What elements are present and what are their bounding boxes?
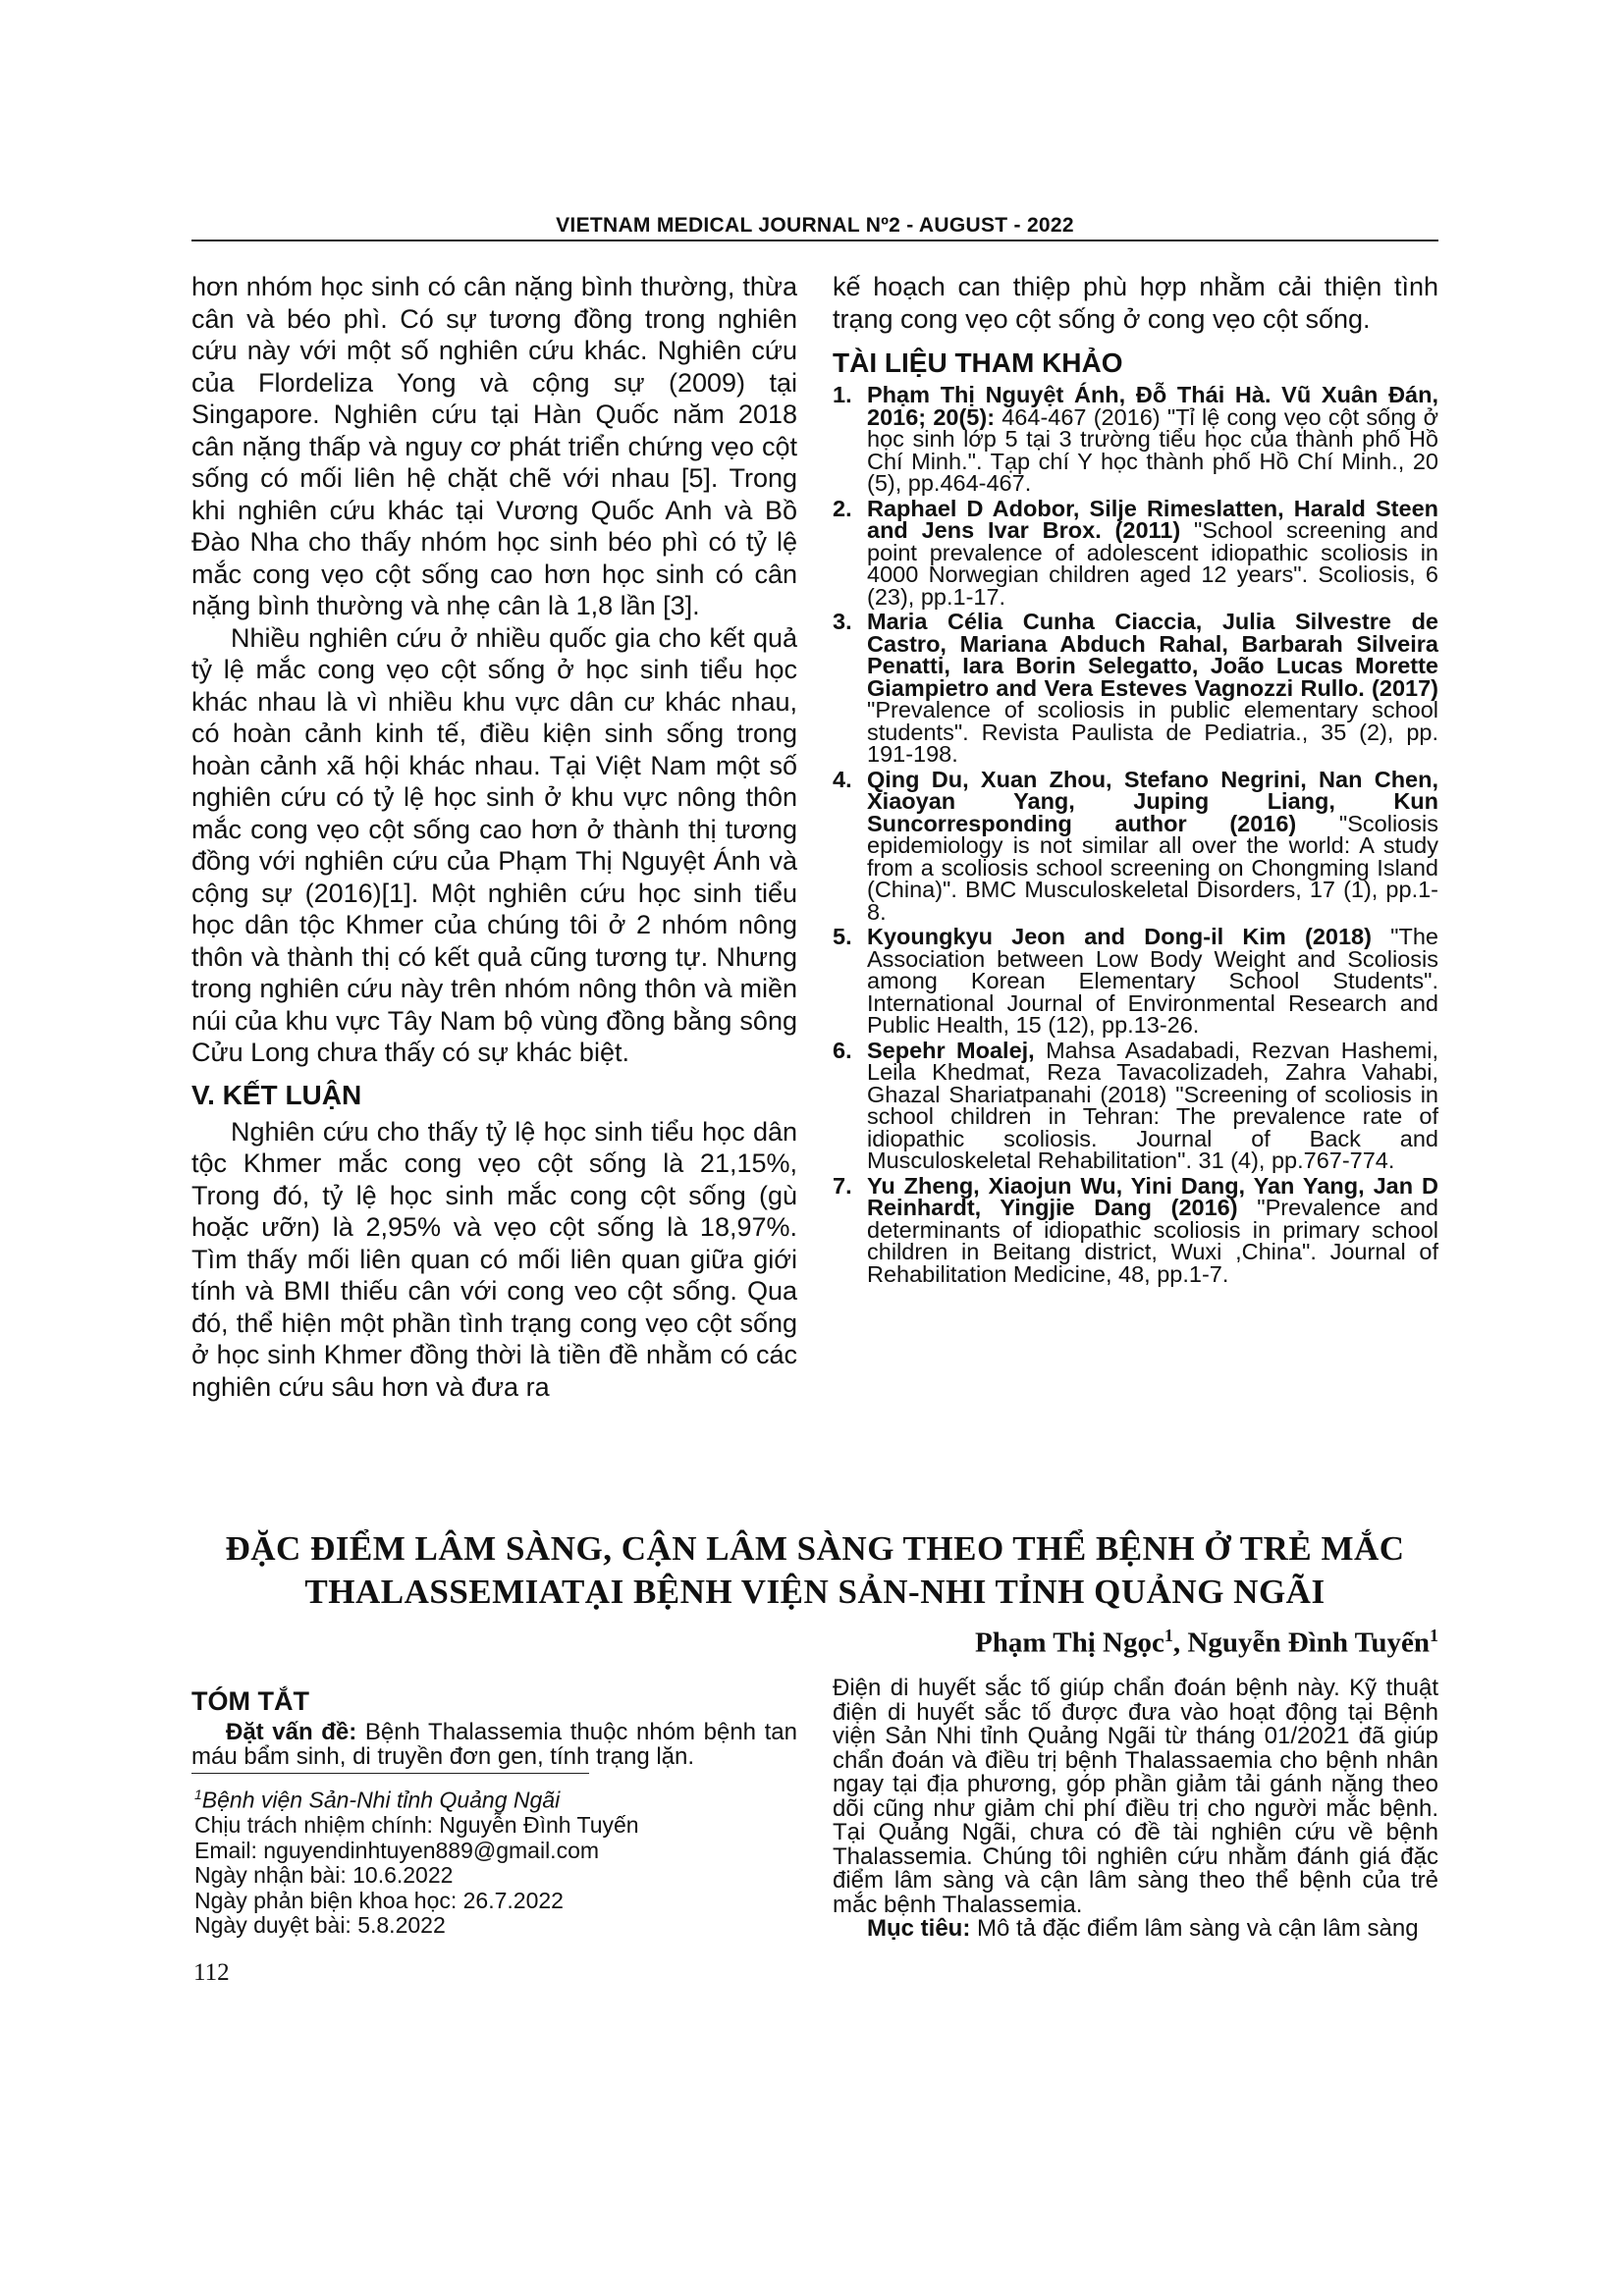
paragraph-discussion-1: hơn nhóm học sinh có cân nặng bình thường, thừa cân và béo phì. Có sự tương đồng trong nghiên cứu này với một số nghiên cứu khác. Nghiên cứu của Flordeliza Yong và cộng sự (2009) tại Singapore. Nghiên cứu tại Hàn Quốc năm 2018 cân nặng thấp và nguy cơ phát triển chứng vẹo cột sống có mối liên hệ chặt chẽ với nhau [5]. Trong khi nghiên cứu khác tại Vương Quốc Anh và Bồ Đào Nha cho thấy nhóm học sinh béo phì có tỷ lệ mắc cong vẹo cột sống cao hơn học sinh có cân nặng bình thường và nhẹ cân là 1,8 lần [3].: [191, 272, 797, 620]
footnote-affiliation-text: Bệnh viện Sản-Nhi tỉnh Quảng Ngãi: [201, 1787, 561, 1813]
footnote-received-date: Ngày nhận bài: 10.6.2022: [194, 1862, 454, 1889]
reference-number: 7.: [833, 1172, 852, 1199]
abstract-left-column: [191, 1681, 797, 1769]
reference-authors: Yu Zheng, Xiaojun Wu, Yini Dang, Yan Yang, Jan D Reinhardt, Yingjie Dang (2016): [867, 1172, 1438, 1220]
header-rule: [191, 240, 1438, 241]
paragraph-conclusion: Nghiên cứu cho thấy tỷ lệ học sinh tiểu học dân tộc Khmer mắc cong vẹo cột sống là 21,15%, Trong đó, tỷ lệ học sinh mắc cong cột sống (gù hoặc ưỡn) là 2,95% và vẹo cột sống là 18,97%. Tìm thấy mối liên quan có mối liên quan giữa giới tính và BMI thiếu cân với cong veo cột sống. Qua đó, thể hiện một phần tình trạng cong vẹo cột sống ở học sinh Khmer đồng thời là tiền đề nhằm có các nghiên cứu sâu hơn và đưa ra: [191, 1116, 797, 1402]
article-title-line-1: ĐẶC ĐIỂM LÂM SÀNG, CẬN LÂM SÀNG THEO THỂ BỆNH Ở TRẺ MẮC: [225, 1529, 1405, 1568]
reference-item: [833, 495, 1439, 610]
reference-item: [833, 1172, 1438, 1287]
abstract-background-continued: Điện di huyết sắc tố giúp chẩn đoán bệnh này. Kỹ thuật điện di huyết sắc tố được đưa vào hoạt động tại Bệnh viện Sản Nhi tỉnh Quảng Ngãi từ tháng 01/2021 đã giúp chẩn đoán và điều trị bệnh Thalassaemia cho bệnh nhân ngay tại địa phương, góp phần giảm tải gánh nặng theo dõi cũng như giảm chi phí điều trị cho người mắc bệnh. Tại Quảng Ngãi, chưa có đề tài nghiên cứu về bệnh Thalassemia. Chúng tôi nghiên cứu nhằm đánh giá đặc điểm lâm sàng và cận lâm sàng theo thể bệnh của trẻ mắc bệnh Thalassemia.: [833, 1675, 1438, 1918]
paragraph-conclusion-continued: kế hoạch can thiệp phù hợp nhằm cải thiện tình trạng cong vẹo cột sống ở cong vẹo cột sống.: [833, 272, 1438, 334]
abstract-background: [191, 1721, 797, 1769]
footnote-affiliation: [194, 1783, 639, 1813]
page-number: 112: [193, 1959, 230, 1986]
author-affiliation-mark: 1: [1164, 1626, 1173, 1645]
abstract-text: Mô tả đặc điểm lâm sàng và cận lâm sàng: [970, 1915, 1419, 1942]
section-heading-references: TÀI LIỆU THAM KHẢO: [833, 347, 1123, 378]
reference-number: 3.: [833, 609, 852, 634]
reference-details: "Prevalence and determinants of idiopathic scoliosis in primary school children in Beitang district, Wuxi ,China". Journal of Rehabilitation Medicine, 48, pp.1-7.: [867, 1195, 1438, 1287]
reference-authors: Kyoungkyu Jeon and Dong-il Kim (2018): [867, 924, 1372, 949]
reference-item: [833, 384, 1438, 495]
reference-details: "School screening and point prevalence of adolescent idiopathic scoliosis in 4000 Norwegian children aged 12 years". Scoliosis, 6 (23), pp.1-17.: [867, 517, 1439, 610]
abstract-objective: [833, 1917, 1438, 1942]
footnote-corresponding-author: Chịu trách nhiệm chính: Nguyễn Đình Tuyến: [194, 1812, 639, 1839]
reference-details: "The Association between Low Body Weight and Scoliosis among Korean Elementary School Students". International Journal of Environmental Research and Public Health, 15 (12), pp.13-26.: [867, 924, 1438, 1038]
reference-list: [833, 384, 1438, 1285]
reference-details: Mahsa Asadabadi, Rezvan Hashemi, Leila Khedmat, Reza Tavacolizadeh, Zahra Vahabi, Ghazal Shariatpanahi (2018) "Screening of scoliosis in school children in Tehran: The prevalence rate of idiopathic scoliosis. Journal of Back and Musculoskeletal Rehabilitation". 31 (4), pp.767-774.: [867, 1037, 1438, 1173]
reference-item: [833, 766, 1438, 925]
footnote-email: Email: nguyendinhtuyen889@gmail.com: [194, 1837, 600, 1863]
article-title-line-2: THALASSEMIATẠI BỆNH VIỆN SẢN-NHI TỈNH QUẢNG NGÃI: [304, 1573, 1326, 1611]
reference-authors: Phạm Thị Nguyệt Ánh, Đỗ Thái Hà. Vũ Xuân Đán, 2016; 20(5):: [867, 382, 1438, 430]
reference-authors: Maria Célia Cunha Ciaccia, Julia Silvestre de Castro, Mariana Abduch Rahal, Barbarah Silveira Penatti, Iara Borin Selegatto, João Lucas Morette Giampietro and Vera Esteves Vagnozzi Rullo. (2017): [867, 609, 1438, 701]
reference-authors: Raphael D Adobor, Silje Rimeslatten, Harald Steen and Jens Ivar Brox. (2011): [867, 495, 1438, 543]
reference-details: 464-467 (2016) "Tỉ lệ cong vẹo cột sống ở học sinh lớp 5 tại 3 trường tiểu học của thành phố Hồ Chí Minh.". Tạp chí Y học thành phố Hồ Chí Minh., 20 (5), pp.464-467.: [867, 403, 1438, 496]
footnote: [194, 1783, 639, 1939]
reference-number: 2.: [833, 495, 852, 521]
footnote-rule: [191, 1773, 589, 1774]
reference-item: [833, 926, 1438, 1037]
reference-details: "Scoliosis epidemiology is not similar all over the world: A study from a scoliosis school screening on Chongming Island (China)". BMC Musculoskeletal Disorders, 17 (1), pp.1-8.: [867, 810, 1438, 925]
author-affiliation-mark: 1: [1430, 1626, 1438, 1645]
left-column: [191, 271, 797, 1403]
reference-authors: Qing Du, Xuan Zhou, Stefano Negrini, Nan Chen, Xiaoyan Yang, Juping Liang, Kun Suncorresponding author (2016): [867, 766, 1438, 836]
reference-details: "Prevalence of scoliosis in public elementary school students". Revista Paulista de Pediatria., 35 (2), pp. 191-198.: [867, 697, 1438, 767]
right-column: [833, 271, 1438, 1288]
author-name: Nguyễn Đình Tuyến: [1187, 1627, 1430, 1659]
running-head: VIETNAM MEDICAL JOURNAL Nº2 - AUGUST - 2022: [556, 214, 1074, 237]
reference-number: 5.: [833, 924, 852, 949]
author-name: Phạm Thị Ngọc: [975, 1627, 1164, 1659]
article-authors: Phạm Thị Ngọc$^1$, Nguyễn Đình Tuyến$^1$: [975, 1626, 1438, 1659]
abstract-label: Mục tiêu:: [867, 1915, 971, 1942]
article-title: [191, 1527, 1438, 1614]
section-heading-conclusion: V. KẾT LUẬN: [191, 1079, 362, 1110]
reference-item: [833, 611, 1438, 766]
footnote-mark: 1: [194, 1787, 202, 1802]
footnote-review-date: Ngày phản biện khoa học: 26.7.2022: [194, 1887, 564, 1913]
footnote-accepted-date: Ngày duyệt bài: 5.8.2022: [194, 1912, 446, 1939]
reference-number: 4.: [833, 766, 852, 792]
abstract-text: Bệnh Thalassemia thuộc nhóm bệnh tan máu bẩm sinh, di truyền đơn gen, tính trạng lặn.: [191, 1719, 797, 1770]
reference-authors: Sepehr Moalej,: [867, 1037, 1035, 1063]
reference-number: 1.: [833, 382, 852, 407]
paragraph-discussion-2: Nhiều nghiên cứu ở nhiều quốc gia cho kết quả tỷ lệ mắc cong vẹo cột sống ở học sinh tiểu học khác nhau là vì nhiều khu vực dân cư khác nhau, có hoàn cảnh kinh tế, điều kiện sinh sống trong hoàn cảnh xã hội khác nhau. Tại Việt Nam một số nghiên cứu có tỷ lệ học sinh ở khu vực nông thôn mắc cong vẹo cột sống cao hơn ở thành thị tương đồng với nghiên cứu của Phạm Thị Nguyệt Ánh và cộng sự (2016)[1]. Một nghiên cứu học sinh tiểu học dân tộc Khmer của chúng tôi ở 2 nhóm nông thôn và thành thị có kết quả cũng tương tự. Nhưng trong nghiên cứu này trên nhóm nông thôn và miền núi của khu vực Tây Nam bộ vùng đồng bằng sông Cửu Long chưa thấy có sự khác biệt.: [191, 622, 797, 1067]
reference-item: [833, 1037, 1438, 1173]
reference-number: 6.: [833, 1037, 852, 1063]
abstract-heading: TÓM TẮT: [191, 1686, 309, 1716]
abstract-right-column: [833, 1677, 1438, 1942]
abstract-label: Đặt vấn đề:: [226, 1719, 357, 1745]
